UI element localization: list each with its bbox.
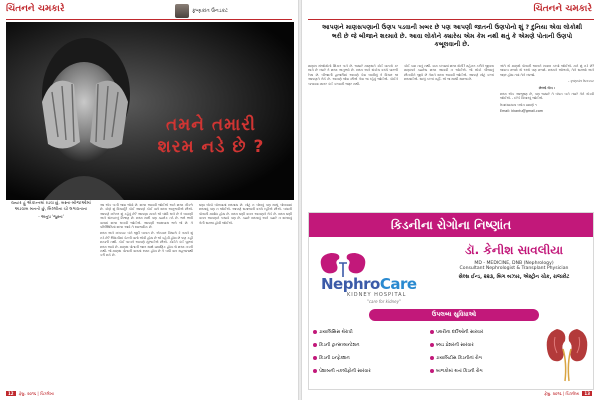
bullet-icon — [430, 356, 434, 360]
hospital-logo — [317, 247, 427, 305]
doctor-degree: MD - MEDICINE, DNB (Nephrology) — [474, 261, 554, 266]
service-label: પથરીના દર્દીઓની સારવાર — [436, 330, 484, 335]
hospital-address: સેલ્સ ઈન્ડ, ૨૨૩, બિગ બઝાર, એસ્ટ્રોન ચોક, રાજકોટ — [458, 274, 570, 280]
right-page — [302, 0, 600, 400]
logo-accent: Care — [379, 275, 417, 293]
right-body-column-2 — [404, 64, 494, 208]
bullet-icon — [430, 330, 434, 334]
service-label: બાળકોમાં થતાં કિડની રોગ — [436, 369, 483, 374]
closing-box-text: શરમ એક આભૂષણ છે, પણ જ્યારે તે બંધન બને ત્યારે તેને તોડવી જોઈએ. - દરેકે વિચારવું જોઈએ. — [500, 92, 594, 101]
right-body-column-3 — [500, 64, 594, 208]
bullet-icon — [313, 343, 317, 347]
service-item — [430, 353, 541, 363]
header-rule — [6, 19, 292, 20]
left-page — [0, 0, 298, 400]
contact-line-1: ઉપાધ્યાયના બ્લૉગ પ્રમાણે ૧ — [500, 102, 537, 107]
page-footer — [6, 389, 54, 398]
doctor-name: ડૉ. કેનીશ સાવલીયા — [464, 243, 564, 257]
author-signature: - કૃષ્ણકાંત ઉનડકટ — [568, 79, 594, 84]
right-body-column-1 — [308, 64, 398, 208]
service-label: બ્લડ પ્રેશરની સારવાર — [436, 343, 474, 348]
closing-box-title: છેલ્લો લેખ : — [538, 85, 556, 90]
page-number: 12 — [8, 391, 14, 396]
left-body-text-2: શરમ અને ખચકાટ બંને જુદી બાબત છે. એકવાર વિચારો કે તમને શું નડે છે? જિંદગીમાં કેટલી વાતો એવી હોય છે જે કહેવી હોય છે પણ કહી શકાતી નથી. કોઈ બાબતે આપણે મૂંઝાઈએ છીએ. કોઈને કંઈ પૂછતાં શરમ આવે છે. માણસ પોતાની જાત સાથે પ્રમાણિક હોય તો શરમ નડતી નથી. જે માણસ પોતાની વાતમાં સ્પષ્ટ હોય છે તે બધી વાત સહજતાથી કરી શકે છે. — [100, 231, 193, 258]
header-rule — [308, 19, 594, 20]
services-list — [313, 327, 541, 376]
right-body-columns — [308, 64, 594, 208]
service-label: ડાયાબિટીસ કિડનીનાં રોગ — [436, 356, 482, 361]
section-header: ચિંતનને ચમકારે — [6, 4, 65, 14]
page-footer — [544, 389, 592, 398]
bullet-icon — [430, 343, 434, 347]
bullet-icon — [313, 330, 317, 334]
right-body-text-1: માણસ સંજોગોનો શિકાર બને છે. જ્યારે માણસને કોઈ વાતનો ડર લાગે છે ત્યારે તે શરમ અનુભવે છે. શરમ અને સંકોચ વચ્ચે પાતળી રેખા છે. બીજાની હાજરીમાં આપણે કેવા લાગીશું તે વિચાર જ આપણને રોકે છે. આપણે જેવા છીએ તેવા જ રહેવું જોઈએ. કોઈને બતાવવા ખાતર કંઈ કરવાની જરૂર નથી. — [308, 64, 398, 86]
service-item — [313, 327, 424, 337]
logo-wordmark — [321, 275, 417, 293]
contact-email[interactable]: Email: kkantu@gmail.com — [500, 109, 544, 114]
author-byline — [175, 4, 228, 18]
doctor-title: Consultant Nephrologist & Transplant Physician — [459, 266, 569, 271]
right-body-text-2: કોઈ કામ નાનું નથી. કામ કરવામાં શરમ શેની? મહેનત કરીને જીવતા માણસને ક્યારેય શરમ આવવી ન જોઈએ. જે લોકો બીજાનું છીનવીને જીવે છે તેમને શરમ આવવી જોઈએ. આપણે ખોટું કરતાં શરમાઈએ. સાચું કરતાં નહીં. એ જ સાચી સમજ છે. — [404, 64, 494, 82]
ad-banner: કિડનીના રોગોના નિષ્ણાંત — [309, 213, 593, 237]
service-item — [430, 340, 541, 350]
service-item — [313, 340, 424, 350]
left-body-text-3: ઘણા લોકો બોલવામાં શરમાય છે. ખોટું ન બોલવું પણ સાચું બોલવામાં શરમાવું પણ ન જોઈએ. આપણે સમાજની વચ્ચે રહીએ છીએ. બધાની પોતાની મર્યાદા હોય છે. શરમ ઘણી વખત આપણને રોકે છે. શરમ ઘણી વખત આપણને બચાવે પણ છે. ક્યારે શરમાવું અને ક્યારે ન શરમાવું તેની સમજ હોવી જોઈએ. — [199, 203, 292, 225]
doctor-info — [437, 243, 591, 280]
service-item — [313, 353, 424, 363]
page-number: 13 — [584, 391, 590, 396]
hero-title-line1: તમને તમારી — [166, 115, 256, 135]
face-in-hands-illustration — [24, 32, 144, 200]
logo-subtitle: KIDNEY HOSPITAL — [347, 292, 407, 298]
pull-quote — [6, 200, 96, 220]
left-body-text-1: આ એક બની જવા જેવો છે. શરમ આવવી જોઈએ અને શરમ નીકળે છે. કોણે શું વિચાર્યુ? કોઈ આપણે કોઈ વાતે શરમ અનુભવીએ છીએ. આપણે ખરેખર શું કહેવું છે? આપણા મનને જે બાંધી રાખે છે તે લાગણી અને સંસ્કારનું મિશ્રણ છે. શરમ સારી પણ ક્યારેક નડે છે. ભલે ભલી વાતમાં શરમ રાખવી જોઈએ. આપણી આસપાસ ભલે જે છે. તે પરિસ્થિતિમાં શરમ આવે તે સ્વાભાવિક છે. — [100, 203, 193, 230]
service-label: પેશાબની તકલીફોની સારવાર — [319, 369, 371, 374]
hero-title — [136, 114, 286, 158]
author-name: કૃષ્ણકાંત ઉનડકટ — [192, 8, 228, 14]
bullet-icon — [430, 369, 434, 373]
footer-text: ફેબ્રુ. ૨૦૧૬ | ચિત્રલેખા — [18, 391, 54, 396]
service-label: કિડની ઇન્ફેક્શન — [319, 356, 350, 361]
bullet-icon — [313, 369, 317, 373]
logo-main: Nephro — [321, 275, 380, 293]
service-item — [430, 366, 541, 376]
left-body-column-2 — [199, 203, 292, 387]
service-item — [430, 327, 541, 337]
service-label: કિડની ટ્રાન્સપ્લાન્ટેશન — [319, 343, 360, 348]
bullet-icon — [313, 356, 317, 360]
article-intro: આપણને માણસપણાની ઉણપ પડવાની ખબર છે પણ આપણી જાતની ઉણપોનો શું ? દુનિયા એવા લોકોથી ભરી છે જે બીજાને શરમાવે છે. આવા લોકોને ક્યારેય એમ કેમ નથી થતું કે એમણે પોતાની ઉણપો કબૂલવાની છે. — [321, 24, 583, 49]
service-item — [313, 366, 424, 376]
author-photo — [175, 4, 189, 18]
section-header: ચિંતનને ચમકારે — [533, 4, 592, 14]
hero-title-line2: શરમ નડે છે ? — [157, 137, 265, 157]
left-body-column-1 — [100, 203, 193, 387]
pull-quote-attribution: - અનુપ 'જુસ્તા' — [38, 214, 64, 219]
services-title: ઉપલબ્ધ સુવિધાઓ — [369, 309, 539, 321]
hospital-advertisement — [308, 212, 594, 390]
pull-quote-text: જ્યાર હું એકાન્તમાં રડવા છું, બસ્તા-બીજાઓમાં અડવાબ બનતો છું, બિલ્લીના ચો લગાવતાના — [11, 200, 91, 211]
footer-text: ફેબ્રુ. ૨૦૧૬ | ચિત્રલેખા — [544, 391, 580, 396]
logo-tagline: "care for kidney" — [367, 299, 401, 304]
hero-image — [6, 22, 294, 200]
service-label: ડાયાલિસિસ થેરાપી — [319, 330, 353, 335]
left-body-columns — [100, 203, 292, 387]
right-body-text-3: અંતે તો માણસે પોતાની જાતને સવાલ કરવો જોઈએ. મને શું નડે છે? જવાબ મળશે તો રસ્તો પણ મળશે. શરમને ઓળખો, તેને સમજો અને જરૂર હોય ત્યાં તેને ત્યજો. — [500, 64, 594, 77]
kidney-anatomy-icon — [545, 323, 589, 383]
